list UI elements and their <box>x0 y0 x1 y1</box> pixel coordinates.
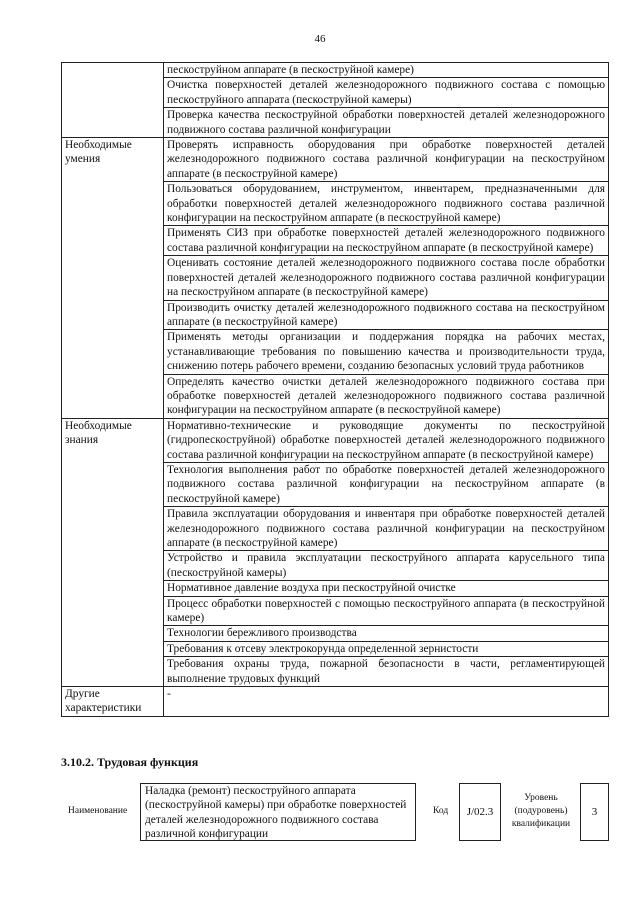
table-row <box>62 418 609 462</box>
row-text: Применять СИЗ при обработке поверхностей деталей железнодорожного подвижного состава различной конфигурации на пескоструйном аппарате (в пескоструйной камере) <box>164 226 609 256</box>
row-text: Применять методы организации и поддержания порядка на рабочих местах, устанавливающие требования по повышению качества и производительности труда, снижению потерь рабочего времени, созданию безопасных условий труда работников <box>164 330 609 374</box>
row-text: Определять качество очистки деталей железнодорожного подвижного состава при обработке поверхностей деталей железнодорожного подвижного состава различной конфигурации на пескоструйном аппарате (в пескоструйной камере) <box>164 374 609 418</box>
knowledge-label: Необходимые знания <box>62 418 164 686</box>
row-text: Процесс обработки поверхностей с помощью пескоструйного аппарата (в пескоструйной камере) <box>164 596 609 626</box>
function-name: Наладка (ремонт) пескоструйного аппарата (пескоструйной камеры) при обработке поверхностей деталей железнодорожного подвижного состава различной конфигурации <box>140 783 416 841</box>
row-text: Оценивать состояние деталей железнодорожного подвижного состава после обработки поверхностей деталей железнодорожного подвижного состава различной конфигурации на пескоструйном аппарате (в пескоструйной камере) <box>164 256 609 300</box>
row-text: - <box>164 687 609 717</box>
row-text: Проверять исправность оборудования при обработке поверхностей деталей железнодорожного подвижного состава различной конфигурации на пескоструйном аппарате (в пескоструйной камере) <box>164 138 609 182</box>
name-label: Наименование <box>68 806 128 816</box>
row-text: Пользоваться оборудованием, инструментом, инвентарем, предназначенными для обработки поверхностей деталей железнодорожного подвижного состава различной конфигурации на пескоструйном аппарате (в пескоструйной камере) <box>164 182 609 226</box>
skills-label: Необходимые умения <box>62 138 164 419</box>
page-number: 46 <box>314 33 326 45</box>
other-label: Другие характеристики <box>62 687 164 717</box>
row-text: Технология выполнения работ по обработке поверхностей деталей железнодорожного подвижного состава различной конфигурации на пескоструйном аппарате (в пескоструйной камере) <box>164 462 609 506</box>
row-text: пескоструйном аппарате (в пескоструйной камере) <box>164 63 609 78</box>
table-row <box>62 63 609 78</box>
row-text: Нормативно-технические и руководящие документы по пескоструйной (гидропескоструйной) обработке поверхностей деталей железнодорожного подвижного состава различной конфигурации на пескоструйном аппарате (в пескоструйной камере) <box>164 418 609 462</box>
row-text: Очистка поверхностей деталей железнодорожного подвижного состава с помощью пескоструйного аппарата (пескоструйной камеры) <box>164 78 609 108</box>
row-text: Требования к отсеву электрокорунда определенной зернистости <box>164 641 609 656</box>
section-heading: 3.10.2. Трудовая функция <box>61 755 199 769</box>
level-value: 3 <box>580 783 609 841</box>
table-row <box>62 138 609 182</box>
row-text: Нормативное давление воздуха при пескоструйной очистке <box>164 581 609 596</box>
table-row <box>62 687 609 717</box>
row-text: Требования охраны труда, пожарной безопасности в части, регламентирующей выполнение трудовых функций <box>164 657 609 687</box>
code-label: Код <box>433 806 449 816</box>
row-text: Технологии бережливого производства <box>164 626 609 641</box>
requirements-table <box>61 62 609 717</box>
row-label <box>62 63 164 138</box>
level-label: Уровень (подуровень) квалификации <box>511 793 571 829</box>
row-text: Проверка качества пескоструйной обработки поверхностей деталей железнодорожного подвижного состава различной конфигурации <box>164 108 609 138</box>
row-text: Устройство и правила эксплуатации пескоструйного аппарата карусельного типа (пескоструйной камеры) <box>164 551 609 581</box>
row-text: Производить очистку деталей железнодорожного подвижного состава на пескоструйном аппарате (в пескоструйной камере) <box>164 300 609 330</box>
code-value: J/02.3 <box>459 783 501 841</box>
row-text: Правила эксплуатации оборудования и инвентаря при обработке поверхностей деталей железнодорожного подвижного состава различной конфигурации на пескоструйном аппарате (в пескоструйной камере) <box>164 507 609 551</box>
